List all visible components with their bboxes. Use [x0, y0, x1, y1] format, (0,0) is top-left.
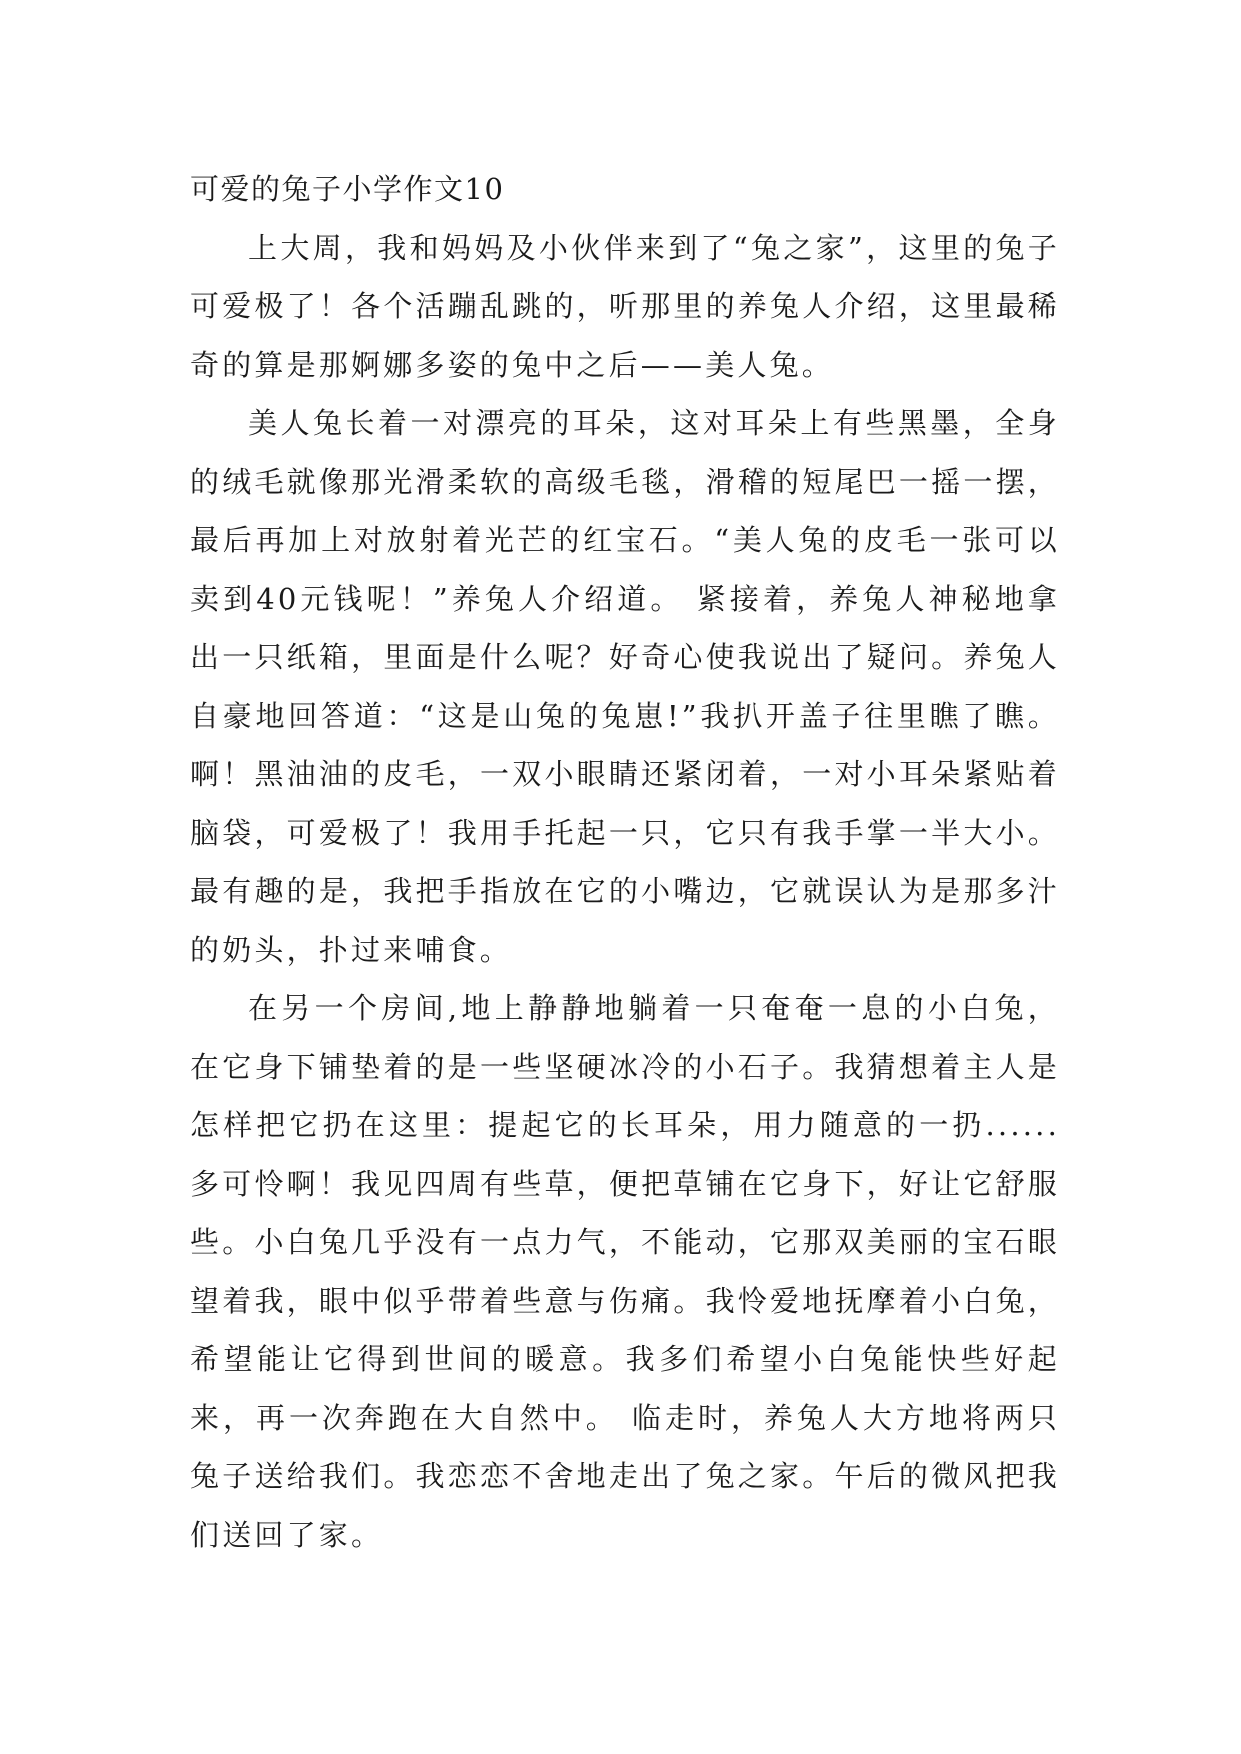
document-title: 可爱的兔子小学作文10 — [190, 172, 505, 206]
paragraph-3: 在另一个房间,地上静静地躺着一只奄奄一息的小白兔，在它身下铺垫着的是一些坚硬冰冷的小石子。我猜想着主人是怎样把它扔在这里：提起它的长耳朵，用力随意的一扔......多可怜啊！我见四周有些草，便把草铺在它身下，好让它舒服些。小白兔几乎没有一点力气，不能动，它那双美丽的宝石眼望着我，眼中似乎带着些意与伤痛。我怜爱地抚摩着小白兔，希望能让它得到世间的暖意。我多们希望小白兔能快些好起来，再一次奔跑在大自然中。 临走时，养兔人大方地将两只兔子送给我们。我恋恋不舍地走出了兔之家。午后的微风把我们送回了家。 — [190, 991, 1060, 1552]
paragraph-2: 美人兔长着一对漂亮的耳朵，这对耳朵上有些黑墨，全身的绒毛就像那光滑柔软的高级毛毯，滑稽的短尾巴一摇一摆，最后再加上对放射着光芒的红宝石。“美人兔的皮毛一张可以卖到40元钱呢！”养兔人介绍道。 紧接着，养兔人神秘地拿出一只纸箱，里面是什么呢？好奇心使我说出了疑问。养兔人自豪地回答道：“这是山兔的兔崽!”我扒开盖子往里瞧了瞧。啊！黑油油的皮毛，一双小眼睛还紧闭着，一对小耳朵紧贴着脑袋，可爱极了！我用手托起一只，它只有我手掌一半大小。最有趣的是，我把手指放在它的小嘴边，它就误认为是那多汁的奶头，扑过来哺食。 — [190, 406, 1060, 967]
document-body — [190, 160, 1060, 1564]
paragraph-1: 上大周，我和妈妈及小伙伴来到了“兔之家”，这里的兔子可爱极了！各个活蹦乱跳的，听那里的养兔人介绍，这里最稀奇的算是那婀娜多姿的兔中之后——美人兔。 — [190, 230, 1060, 382]
